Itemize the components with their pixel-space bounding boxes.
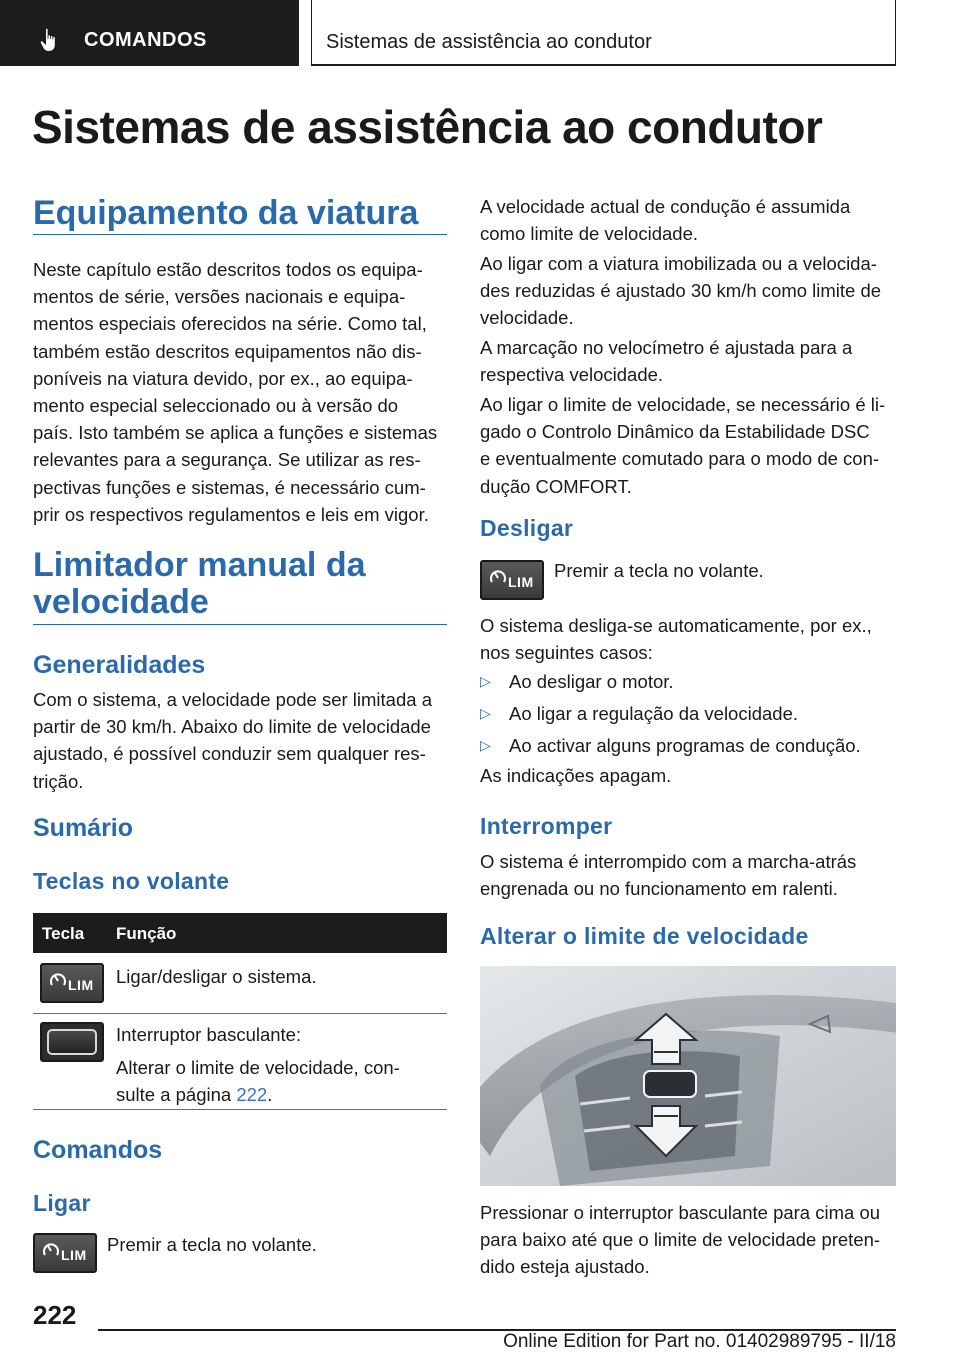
triangle-bullet-icon: ▷ (480, 673, 491, 689)
column-header-key: Tecla (42, 924, 85, 943)
heading-change-limit: Alterar o limite de velocidade (480, 923, 809, 949)
speedometer-icon (489, 569, 507, 587)
chapter-tab (311, 0, 896, 66)
page-number: 222 (33, 1300, 77, 1330)
stationary-paragraph: Ao ligar com a viatura imobilizada ou a velocida- des reduzidas é ajustado 30 km/h como limite de velocidade. (480, 253, 882, 329)
dsc-paragraph: Ao ligar o limite de velocidade, se necessário é li- gado o Controlo Dinâmico da Estabilidade DSC e eventualmente comutado para o modo de con- dução COMFORT. (480, 394, 886, 497)
function-on-off: Ligar/desligar o sistema. (116, 966, 317, 987)
auto-off-paragraph: O sistema desliga-se automaticamente, por ex., nos seguintes casos: (480, 615, 872, 664)
general-paragraph: Com o sistema, a velocidade pode ser limitada a partir de 30 km/h. Abaixo do limite de velocidade ajustado, é possível conduzir sem qualquer res- trição. (33, 689, 432, 792)
section-tab[interactable] (0, 0, 299, 66)
column-header-function: Função (116, 924, 177, 943)
lim-key-icon: LIM (33, 1233, 97, 1273)
heading-interrupt: Interromper (480, 813, 613, 839)
heading-rule (33, 624, 447, 625)
page-link[interactable]: 222 (236, 1084, 268, 1106)
rocker-switch-icon (40, 1022, 104, 1062)
current-speed-paragraph: A velocidade actual de condução é assumida como limite de velocidade. (480, 196, 851, 245)
heading-equipment: Equipamento da viatura (33, 194, 419, 232)
lim-key-icon: LIM (40, 963, 104, 1003)
indications-text: As indicações apagam. (480, 765, 672, 786)
hand-pointer-icon (40, 28, 62, 52)
equipment-paragraph: Neste capítulo estão descritos todos os equipa- mentos de série, versões nacionais e equipa- mentos especiais oferecidos na série. Como tal, também estão descritos equipamentos não dis- poníveis na viatura devido, por ex., ao equipa- mento especial seleccionado ou à versão do país. Isto também se aplica a funções e sistemas relevantes para a segurança. Se utilizar as res- pectivas funções e sistemas, é necessário cum- prir os respectivos regulamentos e leis em vigor. (33, 259, 438, 525)
interrupt-paragraph: O sistema é interrompido com a marcha-atrás engrenada ou no funcionamento em ralenti. (480, 851, 857, 900)
triangle-bullet-icon: ▷ (480, 737, 491, 753)
table-divider (33, 1013, 447, 1014)
heading-summary: Sumário (33, 814, 134, 842)
heading-steering-keys: Teclas no volante (33, 868, 230, 894)
table-divider (33, 1109, 447, 1110)
speedometer-mark-paragraph: A marcação no velocímetro é ajustada para a respectiva velocidade. (480, 337, 853, 386)
heading-switch-off: Desligar (480, 515, 574, 541)
heading-general: Generalidades (33, 651, 206, 679)
heading-switch-on: Ligar (33, 1190, 91, 1216)
switch-on-text: Premir a tecla no volante. (107, 1234, 317, 1255)
section-label: COMANDOS (84, 29, 207, 51)
table-header (33, 913, 447, 953)
page-header (0, 0, 960, 66)
heading-controls: Comandos (33, 1136, 163, 1164)
chapter-title: Sistemas de assistência ao condutor (326, 31, 652, 53)
page-title: Sistemas de assistência ao condutor (32, 101, 823, 153)
press-rocker-paragraph: Pressionar o interruptor basculante para cima ou para baixo até que o limite de velocidade preten- dido esteja ajustado. (480, 1202, 881, 1278)
steering-wheel-illustration (480, 966, 896, 1186)
speedometer-icon (42, 1242, 60, 1260)
triangle-bullet-icon: ▷ (480, 705, 491, 721)
heading-rule (33, 234, 447, 235)
function-rocker: Interruptor basculante: Alterar o limite de velocidade, con- sulte a página 222. (116, 1024, 400, 1106)
edition-label: Online Edition for Part no. 01402989795 - II/18 (503, 1331, 896, 1352)
switch-off-text: Premir a tecla no volante. (554, 560, 764, 581)
heading-speed-limiter: Limitador manual da velocidade (33, 546, 366, 621)
lim-key-icon: LIM (480, 560, 544, 600)
steering-wheel-photo (480, 966, 896, 1186)
speedometer-icon (49, 972, 67, 990)
